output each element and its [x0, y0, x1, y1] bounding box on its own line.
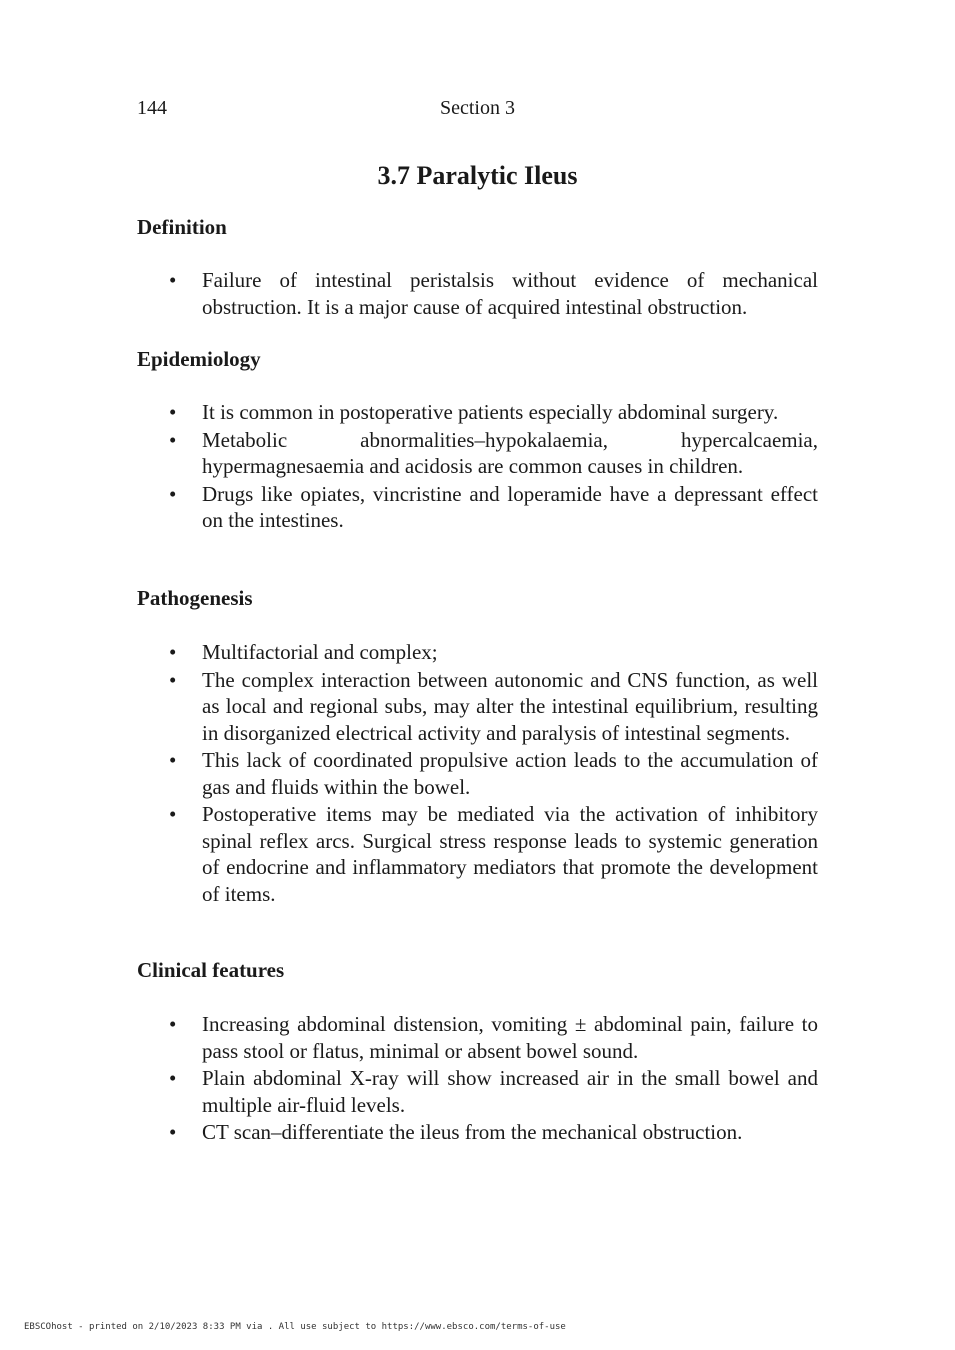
list-item: • Increasing abdominal distension, vomiting ± abdominal pain, failure to pass stool or flatus, minimal or absent bowel sound.	[169, 1012, 818, 1063]
list-item: • Metabolic abnormalities–hypokalaemia, hypercalcaemia, hypermagnesaemia and acidosis are common causes in children.	[169, 427, 818, 478]
bullet-icon: •	[169, 400, 177, 424]
bullet-icon: •	[169, 640, 177, 664]
bullet-icon: •	[169, 481, 177, 506]
section-label: Section 3	[440, 97, 515, 119]
bullet-icon: •	[169, 268, 177, 292]
heading-epidemiology: Epidemiology	[137, 347, 261, 371]
bullet-icon: •	[169, 1066, 177, 1090]
footer-note: EBSCOhost - printed on 2/10/2023 8:33 PM via . All use subject to https://www.ebsco.com/terms-of-use	[24, 1322, 566, 1332]
list-item: • Multifactorial and complex;	[169, 640, 438, 664]
bullet-icon: •	[169, 1120, 177, 1144]
bullet-icon: •	[169, 1012, 177, 1036]
heading-pathogenesis: Pathogenesis	[137, 586, 253, 610]
page-number: 144	[137, 97, 167, 119]
list-item: • CT scan–differentiate the ileus from the mechanical obstruction.	[169, 1120, 743, 1144]
page-title: 3.7 Paralytic Ileus	[377, 161, 578, 190]
clinical-features-list	[165, 1011, 818, 1147]
pathogenesis-list	[165, 639, 818, 908]
list-item: • Drugs like opiates, vincristine and loperamide have a depressant effect on the intestines.	[169, 481, 818, 532]
list-item: • Failure of intestinal peristalsis without evidence of mechanical obstruction. It is a major cause of acquired intestinal obstruction.	[169, 268, 818, 319]
bullet-icon: •	[169, 802, 177, 826]
bullet-icon: •	[169, 748, 177, 772]
list-item: • It is common in postoperative patients especially abdominal surgery.	[169, 400, 779, 424]
bullet-icon: •	[169, 427, 177, 452]
epidemiology-list	[165, 399, 818, 535]
definition-list	[165, 267, 818, 321]
list-item: • This lack of coordinated propulsive action leads to the accumulation of gas and fluids within the bowel.	[169, 748, 818, 799]
list-item: • Plain abdominal X-ray will show increased air in the small bowel and multiple air-fluid levels.	[169, 1066, 818, 1117]
list-item: • Postoperative items may be mediated via the activation of inhibitory spinal reflex arcs. Surgical stress response leads to systemic generation of endocrine and inflammatory mediators that promote the development of items.	[169, 802, 818, 906]
heading-definition: Definition	[137, 215, 227, 239]
list-item: • The complex interaction between autonomic and CNS function, as well as local and regional subs, may alter the intestinal equilibrium, resulting in disorganized electrical activity and paralysis of intestinal segments.	[169, 667, 818, 745]
heading-clinical-features: Clinical features	[137, 958, 285, 982]
bullet-icon: •	[169, 667, 177, 692]
